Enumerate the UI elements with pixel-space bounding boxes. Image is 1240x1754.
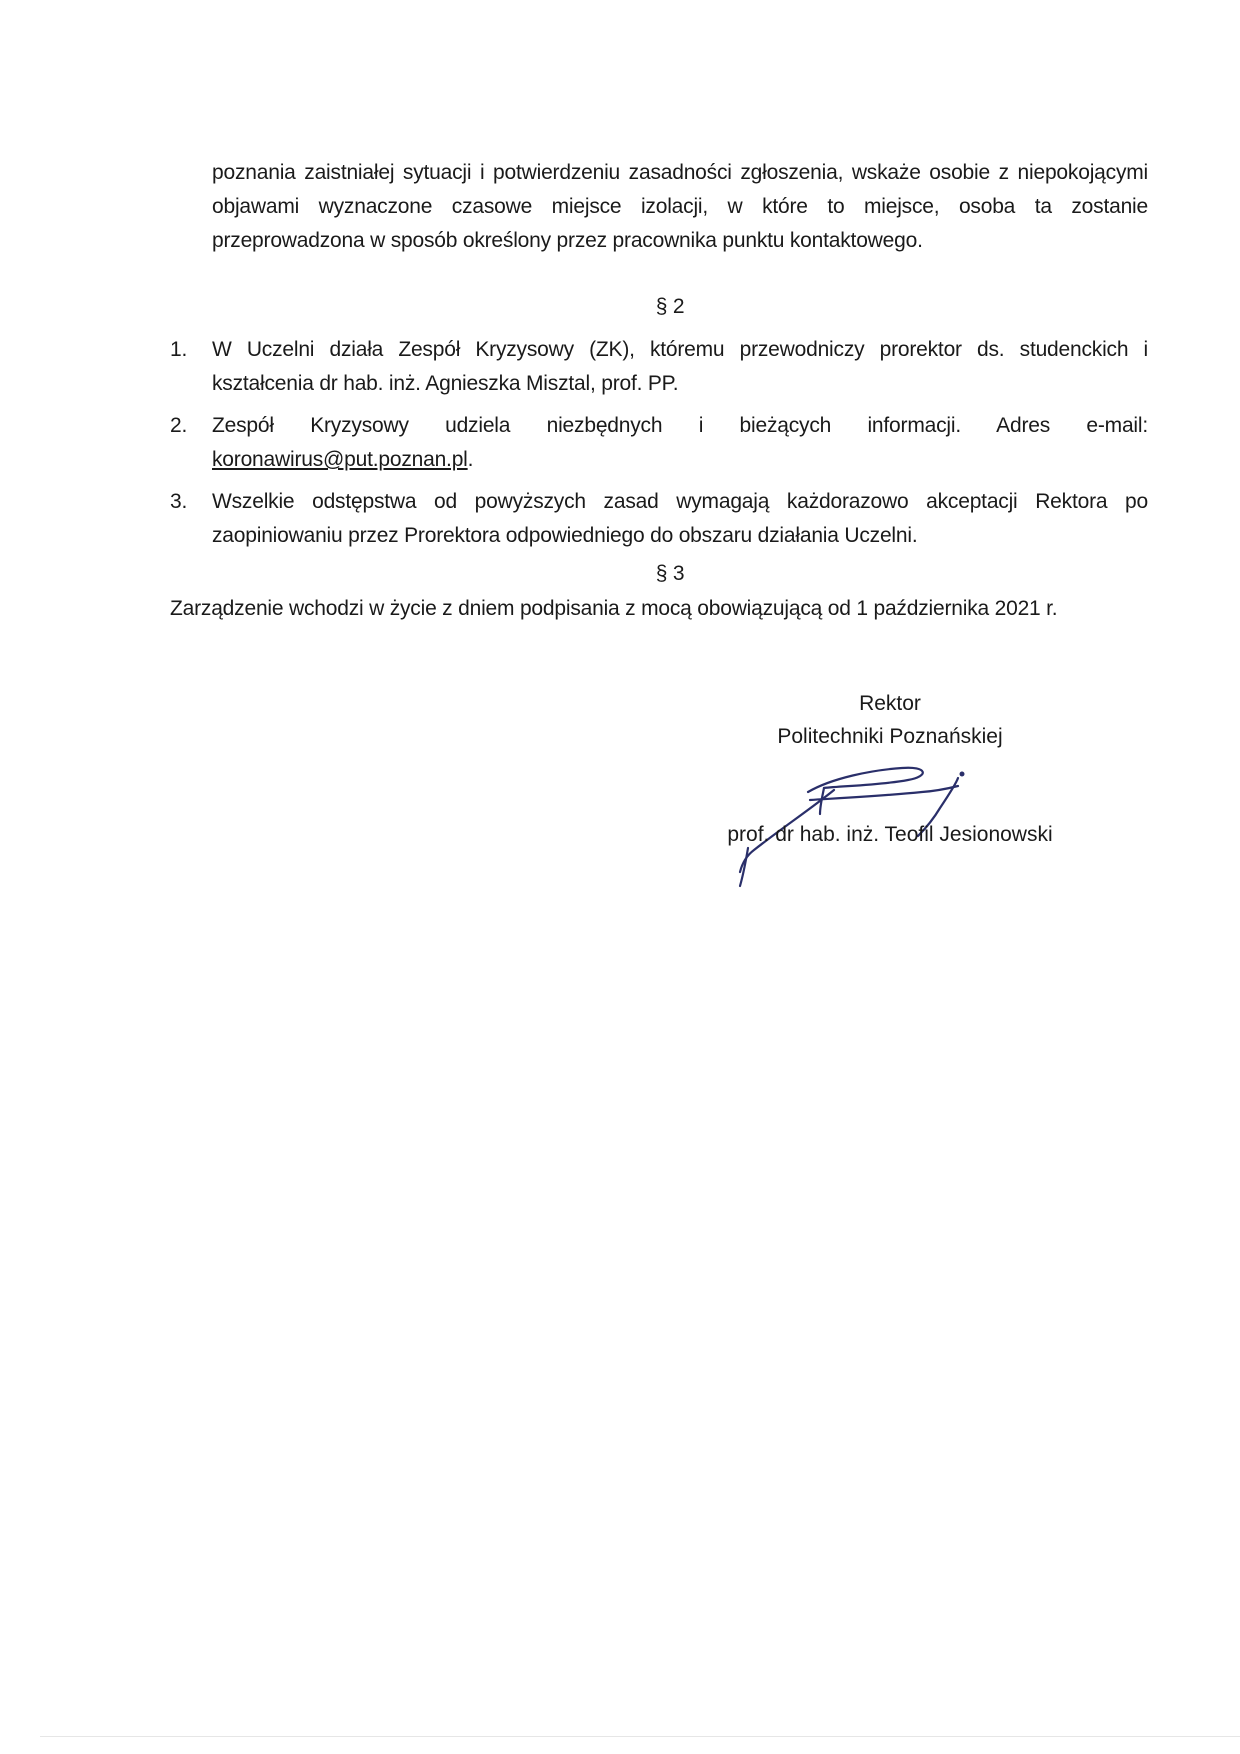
list-number: 3. xyxy=(170,490,188,513)
list-item xyxy=(170,485,1148,553)
signer-institution: Politechniki Poznańskiej xyxy=(777,725,1003,748)
email-link[interactable]: koronawirus@put.poznan.pl xyxy=(212,448,468,471)
signer-name: prof. dr hab. inż. Teofil Jesionowski xyxy=(727,823,1053,846)
section-3-heading: § 3 xyxy=(655,562,685,585)
page-bottom-edge xyxy=(40,1736,1240,1737)
list-text: W Uczelni działa Zespół Kryzysowy (ZK), któremu przewodniczy prorektor ds. studenckich i kształcenia dr hab. inż. Agnieszka Misztal, prof. PP. xyxy=(212,338,1148,395)
list-text: Wszelkie odstępstwa od powyższych zasad wymagają każdorazowo akceptacji Rektora po zaopiniowaniu przez Prorektora odpowiedniego do obszaru działania Uczelni. xyxy=(212,490,1148,547)
list-item xyxy=(170,333,1148,401)
signature-title-block xyxy=(700,687,1080,753)
section-2-list xyxy=(170,333,1148,561)
list-text: Zespół Kryzysowy udziela niezbędnych i bieżących informacji. Adres e-mail: xyxy=(212,414,1148,437)
section-2-heading: § 2 xyxy=(655,295,685,318)
intro-paragraph: poznania zaistniałej sytuacji i potwierdzeniu zasadności zgłoszenia, wskaże osobie z niepokojącymi objawami wyznaczone czasowe miejsce izolacji, w które to miejsce, osoba ta zostanie przeprowadzona w sposób określony przez pracownika punktu kontaktowego. xyxy=(212,161,1148,252)
list-item xyxy=(170,409,1148,477)
signer-title: Rektor xyxy=(859,692,921,715)
list-text-with-email xyxy=(212,409,1148,477)
closing-paragraph: Zarządzenie wchodzi w życie z dniem podpisania z mocą obowiązującą od 1 października 2021 r. xyxy=(170,597,1058,620)
list-number: 2. xyxy=(170,414,188,437)
list-number: 1. xyxy=(170,338,188,361)
list-text-suffix: . xyxy=(467,448,474,471)
